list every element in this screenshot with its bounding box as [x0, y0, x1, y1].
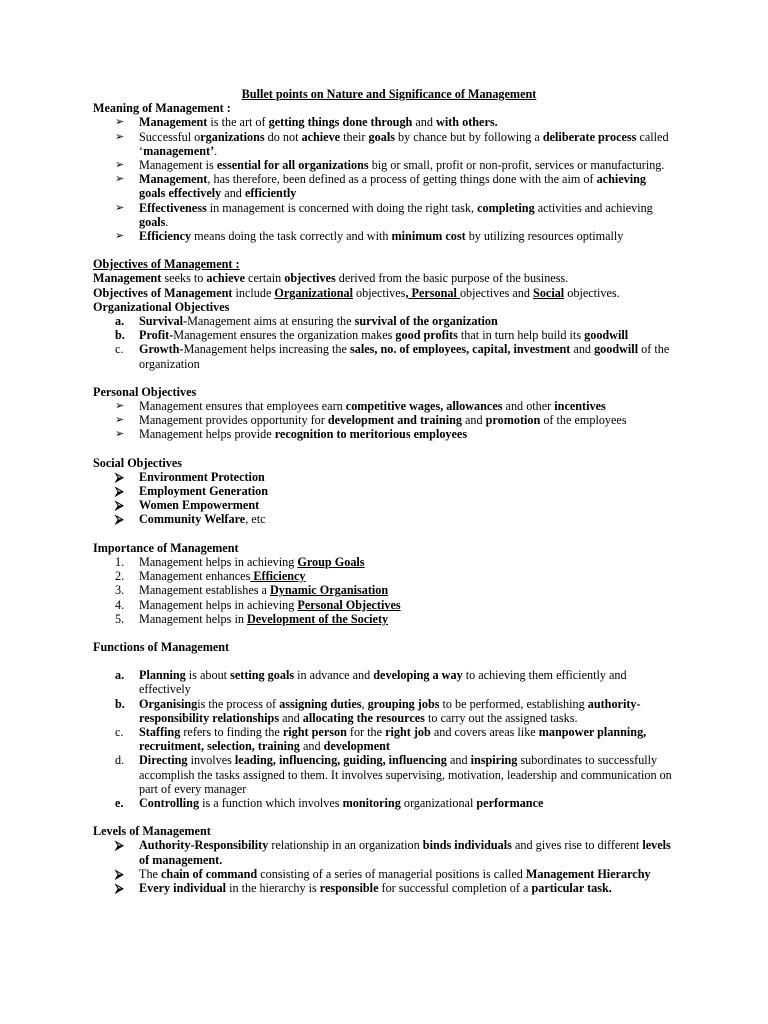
objectives-types-text: include	[232, 285, 275, 300]
list-item-text: called ‘	[139, 129, 669, 158]
list-item-text: organizational	[400, 795, 477, 810]
list-item	[93, 612, 673, 626]
objectives-types-text: Organizational	[274, 285, 353, 300]
list-item-text: binds individuals	[422, 838, 512, 853]
list-item-text: Management is	[139, 158, 217, 173]
objectives-intro-text: derived from the basic purpose of the business.	[335, 271, 569, 286]
list-item-text: and gives rise to different	[511, 838, 643, 853]
list-item	[93, 753, 673, 796]
list-item	[93, 512, 673, 526]
list-item-text: refers to finding the	[180, 724, 283, 739]
functions-heading: Functions of Management	[93, 639, 230, 654]
list-item-text: setting goals	[230, 668, 295, 683]
arrow-bullet-icon: ➢	[115, 200, 125, 214]
list-item-text: Profit-	[139, 328, 174, 343]
list-item-text: goals	[139, 214, 166, 229]
list-item-text: Management establishes a	[139, 583, 270, 598]
list-item-text: ,	[361, 696, 368, 711]
organizational-objectives-heading: Organizational Objectives	[93, 299, 230, 314]
list-item	[93, 201, 673, 229]
list-item-text: levels of management.	[139, 838, 671, 867]
list-item-text: allocating the resources	[302, 710, 425, 725]
list-item-text: management’	[143, 143, 215, 158]
list-item-text: Management aims at ensuring the	[187, 314, 355, 329]
list-item-text: , has therefore, been defined as a process of getting things done with the aim of	[207, 172, 597, 187]
list-item-text: authority-responsibility relationships	[139, 696, 641, 725]
list-item-text: completing	[477, 200, 535, 215]
list-item-text: Authority-Responsibility	[139, 838, 269, 853]
list-item-text: Management	[139, 115, 208, 130]
meaning-heading: Meaning of Management :	[93, 101, 231, 116]
list-marker: b.	[115, 696, 125, 711]
list-item-text: Group Goals	[297, 554, 365, 569]
list-item-text: Management ensures the organization makes	[173, 328, 396, 343]
list-item-text: Management Hierarchy	[525, 866, 651, 881]
arrow-bullet-icon: ⮚	[115, 866, 124, 881]
list-item-text: consisting of a series of managerial positions is called	[257, 866, 526, 881]
list-item	[93, 838, 673, 866]
list-item-text: for successful completion of a	[378, 880, 532, 895]
list-item-text: , etc	[245, 512, 266, 527]
list-item	[93, 796, 673, 810]
list-item-text: and	[299, 739, 324, 754]
arrow-bullet-icon: ⮚	[115, 838, 124, 853]
list-item-text: that in turn help build its	[457, 328, 585, 343]
list-item-text: in management is concerned with doing the right task,	[206, 200, 478, 215]
list-marker: a.	[115, 668, 125, 683]
list-item-text: Staffing	[139, 724, 181, 739]
arrow-bullet-icon: ➢	[115, 115, 125, 129]
objectives-intro-text: Management	[93, 271, 162, 286]
list-marker: 1.	[115, 554, 125, 569]
list-item	[93, 130, 673, 158]
objectives-intro-text: objectives	[284, 271, 336, 286]
list-item-text: manpower planning, recruitment, selection, training	[139, 724, 647, 754]
list-item-text: Dynamic Organisation	[269, 583, 389, 598]
list-item-text: and	[461, 413, 486, 428]
list-item	[93, 115, 673, 129]
list-item-text: involves	[187, 753, 235, 768]
arrow-bullet-icon: ➢	[115, 129, 125, 143]
importance-heading: Importance of Management	[93, 540, 239, 555]
list-item-text: Organising	[139, 696, 198, 711]
list-item	[93, 470, 673, 484]
list-item-text: assigning duties	[279, 696, 362, 711]
arrow-bullet-icon: ⮚	[115, 469, 124, 484]
list-item	[93, 867, 673, 881]
personal-objectives-list	[93, 399, 673, 442]
list-item-text: goals	[368, 129, 395, 144]
arrow-bullet-icon: ➢	[115, 229, 125, 243]
organizational-objectives-list	[93, 314, 673, 371]
meaning-list	[93, 115, 673, 243]
list-item-text: monitoring	[342, 795, 401, 810]
social-objectives-list	[93, 470, 673, 527]
objectives-types-text: objectives	[352, 285, 406, 300]
list-item-text: .	[214, 143, 218, 158]
list-item-text: Employment Generation	[139, 484, 268, 499]
list-item-text: achieving goals effectively	[139, 172, 647, 201]
list-item-text: goodwill	[584, 328, 629, 343]
list-item-text: by chance but by following a	[394, 129, 543, 144]
list-marker: a.	[115, 314, 125, 329]
list-item	[93, 583, 673, 597]
arrow-bullet-icon: ➢	[115, 399, 125, 413]
list-item-text: activities and achieving	[534, 200, 653, 215]
list-item-text: in the hierarchy is	[226, 880, 320, 895]
list-item	[93, 881, 673, 895]
list-item-text: inspiring	[470, 753, 518, 768]
list-item-text: is a function which involves	[199, 795, 343, 810]
list-marker: d.	[115, 753, 125, 768]
levels-list	[93, 838, 673, 895]
list-item-text: and	[446, 753, 471, 768]
list-item-text: with others.	[436, 115, 498, 130]
list-item-text: Directing	[139, 753, 188, 768]
list-item-text: Management helps in achieving	[139, 597, 298, 612]
list-item-text: particular task.	[531, 880, 612, 895]
arrow-bullet-icon: ⮚	[115, 512, 124, 527]
list-item	[93, 399, 673, 413]
list-item-text: Every individual	[139, 880, 227, 895]
arrow-bullet-icon: ➢	[115, 427, 125, 441]
arrow-bullet-icon: ➢	[115, 172, 125, 186]
list-item-text: Planning	[139, 668, 186, 683]
list-item-text: Effectiveness	[139, 200, 207, 215]
list-item-text: and covers areas like	[430, 724, 539, 739]
list-marker: c.	[115, 724, 124, 739]
list-item-text: Development of the Society	[246, 611, 389, 626]
social-objectives-heading: Social Objectives	[93, 455, 183, 470]
list-item-text: Management helps in achieving	[139, 554, 298, 569]
list-item-text: Survival-	[139, 314, 188, 329]
list-item-text: getting things done through	[268, 115, 413, 130]
list-item	[93, 598, 673, 612]
list-item-text: Controlling	[139, 795, 200, 810]
list-item-text: relationship in an organization	[268, 838, 423, 853]
list-item	[93, 498, 673, 512]
list-item-text: is the art of	[207, 115, 269, 130]
list-item-text: of the employees	[540, 413, 627, 428]
objectives-intro-text: certain	[245, 271, 285, 286]
list-item-text: promotion	[485, 413, 541, 428]
importance-list	[93, 555, 673, 626]
list-item-text: Management enhances	[139, 569, 251, 584]
list-item-text: big or small, profit or non-profit, services or manufacturing.	[368, 158, 665, 173]
list-marker: 2.	[115, 569, 125, 584]
list-marker: 5.	[115, 611, 125, 626]
list-item-text: Women Empowerment	[139, 498, 260, 513]
list-item-text: developing a way	[373, 668, 463, 683]
list-item-text: and	[221, 186, 245, 201]
objectives-types-text: Objectives of Management	[93, 285, 233, 300]
list-item-text: Environment Protection	[139, 469, 265, 484]
list-item	[93, 555, 673, 569]
list-item-text: to achieving them efficiently and effectively	[139, 668, 627, 697]
list-marker: c.	[115, 342, 124, 357]
list-item-text: Community Welfare	[139, 512, 246, 527]
list-item-text: performance	[476, 795, 544, 810]
list-marker: 3.	[115, 583, 125, 598]
list-item	[93, 172, 673, 200]
list-item-text: do not	[264, 129, 302, 144]
list-item-text: Management provides opportunity for	[139, 413, 328, 428]
list-item-text: to be performed, establishing	[439, 696, 588, 711]
document-title: Bullet points on Nature and Significance of Management	[241, 87, 537, 101]
list-item	[93, 725, 673, 753]
personal-objectives-heading: Personal Objectives	[93, 384, 197, 399]
arrow-bullet-icon: ➢	[115, 158, 125, 172]
list-item-text: their	[340, 129, 369, 144]
list-item	[93, 158, 673, 172]
list-item-text: rganizations	[200, 129, 265, 144]
functions-list	[93, 668, 673, 810]
list-item-text: efficiently	[244, 186, 297, 201]
objectives-heading: Objectives of Management :	[93, 257, 240, 272]
list-item-text: Management ensures that employees earn	[139, 399, 346, 414]
list-item-text: incentives	[554, 399, 606, 414]
objectives-types-text: objectives.	[564, 285, 620, 300]
list-item-text: Management	[139, 172, 208, 187]
list-item-text: Successful o	[139, 129, 201, 144]
list-item-text: and	[570, 342, 595, 357]
list-item-text: right person	[282, 724, 347, 739]
list-item	[93, 484, 673, 498]
list-item-text: subordinates to successfully accomplish the tasks assigned to them. It involves supervising, motivation, leadership and communication on part of every manager	[139, 753, 672, 796]
arrow-bullet-icon: ➢	[115, 413, 125, 427]
list-item-text: The	[139, 866, 161, 881]
objectives-types-text: Social	[533, 285, 565, 300]
list-item	[93, 413, 673, 427]
list-item-text: to carry out the assigned tasks.	[424, 710, 578, 725]
list-item-text: Growth-	[139, 342, 184, 357]
list-item	[93, 328, 673, 342]
list-item-text: and	[279, 710, 303, 725]
list-item-text: Efficiency	[250, 569, 306, 584]
levels-heading: Levels of Management	[93, 824, 211, 839]
list-item-text: recognition to meritorious employees	[274, 427, 468, 442]
list-item-text: is about	[185, 668, 231, 683]
list-item-text: sales, no. of employees, capital, investment	[349, 342, 571, 357]
list-item-text: means doing the task correctly and with	[191, 229, 392, 244]
list-item-text: development	[323, 739, 390, 754]
list-item	[93, 569, 673, 583]
list-item-text: of the organization	[139, 342, 670, 371]
list-item-text: chain of command	[161, 866, 258, 881]
objectives-types	[93, 286, 673, 300]
list-item	[93, 427, 673, 441]
list-item-text: essential for all organizations	[216, 158, 369, 173]
list-item	[93, 668, 673, 696]
list-item-text: Efficiency	[139, 229, 192, 244]
list-item-text: by utilizing resources optimally	[465, 229, 624, 244]
list-item-text: for the	[346, 724, 386, 739]
arrow-bullet-icon: ⮚	[115, 484, 124, 499]
list-item-text: Management helps increasing the	[183, 342, 350, 357]
list-item-text: grouping jobs	[367, 696, 440, 711]
list-item-text: Management helps in	[139, 611, 247, 626]
list-item-text: minimum cost	[391, 229, 466, 244]
objectives-intro-text: achieve	[206, 271, 245, 286]
list-item	[93, 697, 673, 725]
list-item	[93, 314, 673, 328]
list-item-text: and other	[502, 399, 555, 414]
objectives-intro-text: seeks to	[161, 271, 207, 286]
list-item-text: development and training	[327, 413, 462, 428]
arrow-bullet-icon: ⮚	[115, 498, 124, 513]
list-item-text: goodwill	[594, 342, 639, 357]
objectives-types-text: objectives and	[459, 285, 534, 300]
list-item-text: Management helps provide	[139, 427, 275, 442]
arrow-bullet-icon: ⮚	[115, 880, 124, 895]
list-item-text: survival of the organization	[354, 314, 498, 329]
list-item-text: in advance and	[294, 668, 374, 683]
list-item	[93, 342, 673, 370]
objectives-types-text: , Personal	[405, 285, 460, 300]
document-body	[93, 101, 673, 895]
list-item-text: achieve	[301, 129, 341, 144]
objectives-intro	[93, 271, 673, 285]
list-item-text: right job	[385, 724, 431, 739]
list-item-text: competitive wages, allowances	[345, 399, 503, 414]
list-item-text: deliberate process	[542, 129, 637, 144]
list-item-text: responsible	[319, 880, 379, 895]
list-item-text: leading, influencing, guiding, influencing	[234, 753, 447, 768]
list-item-text: Personal Objectives	[297, 597, 401, 612]
list-item-text: .	[165, 214, 169, 229]
list-marker: b.	[115, 328, 125, 343]
list-marker: 4.	[115, 597, 125, 612]
list-item-text: good profits	[395, 328, 458, 343]
list-item-text: is the process of	[197, 696, 280, 711]
list-marker: e.	[115, 795, 124, 810]
list-item-text: and	[412, 115, 437, 130]
list-item	[93, 229, 673, 243]
